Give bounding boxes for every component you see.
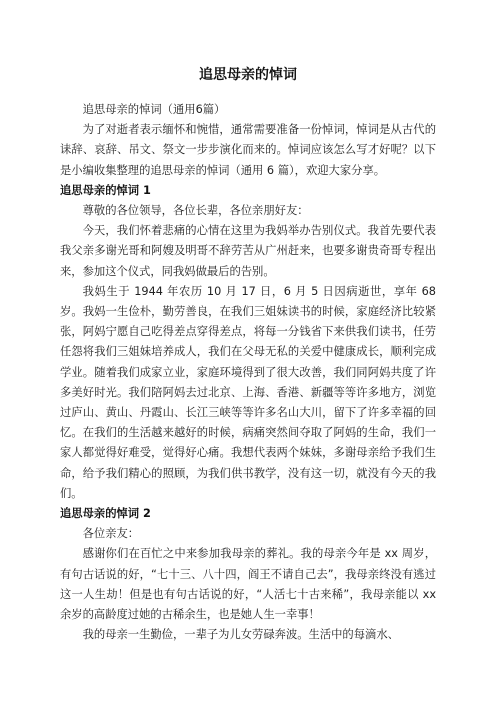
intro-subtitle: 追思母亲的悼词（通用6篇）: [82, 103, 226, 116]
section-2: [60, 504, 436, 645]
section-paragraph: 我的母亲一生勤俭，一辈子为儿女劳碌奔波。生活中的每滴水、: [82, 628, 399, 642]
document-title: 追思母亲的悼词: [199, 67, 297, 83]
section-heading: 追思母亲的悼词 2: [60, 507, 151, 521]
section-paragraph: 各位亲友：: [82, 527, 140, 541]
section-1: [60, 181, 436, 504]
section-paragraph: 今天，我们怀着悲痛的心情在这里为我妈举办告别仪式。我首先要代表我父亲多谢光哥和阿嫂及明哥不辞劳苦从广州赶来，也要多谢贵奇哥专程出来，参加这个仪式，同我妈做最后的告别。: [60, 224, 436, 278]
section-paragraph: 感谢你们在百忙之中来参加我母亲的葬礼。我的母亲今年是 xx 周岁，有句古话说的好，“七十三、八十四，阎王不请自己去”，我母亲终没有逃过这一人生劫！但是也有句古话说的好，“人活七十古来稀”，我母亲能以 xx 余岁的高龄度过她的古稀余生，也是她人生一幸事！: [60, 547, 436, 622]
intro-paragraph: 为了对逝者表示缅怀和惋惜，通常需要准备一份悼词，悼词是从古代的诔辞、哀辞、吊文、祭文一步步演化而来的。悼词应该怎么写才好呢？以下是小编收集整理的追思母亲的悼词（通用 6 篇），欢迎大家分享。: [60, 123, 436, 177]
section-heading: 追思母亲的悼词 1: [60, 183, 151, 197]
section-paragraph: 我妈生于 1944 年农历 10 月 17 日，6 月 5 日因病逝世，享年 68 岁。我妈一生俭朴，勤劳善良，在我们三姐妹读书的时候，家庭经济比较紧张，阿妈宁愿自己吃得差点穿得差点，将每一分钱省下来供我们读书，任劳任怨将我们三姐妹培养成人，我们在父母无私的关爱中健康成长，顺利完成学业。随着我们成家立业，家庭环境得到了很大改善，我们同阿妈共度了许多美好时光。我们陪阿妈去过北京、上海、香港、新疆等等许多地方，浏览过庐山、黄山、丹霞山、长江三峡等等许多名山大川，留下了许多幸福的回忆。在我们的生活越来越好的时候，病痛突然间夺取了阿妈的生命，我们一家人都觉得好难受，觉得好心痛。我想代表两个妹妹，多谢母亲给予我们生命，给予我们精心的照顾，为我们供书教学，没有这一切，就没有今天的我们。: [60, 284, 436, 500]
section-paragraph: 尊敬的各位领导，各位长辈，各位亲朋好友：: [82, 204, 309, 218]
